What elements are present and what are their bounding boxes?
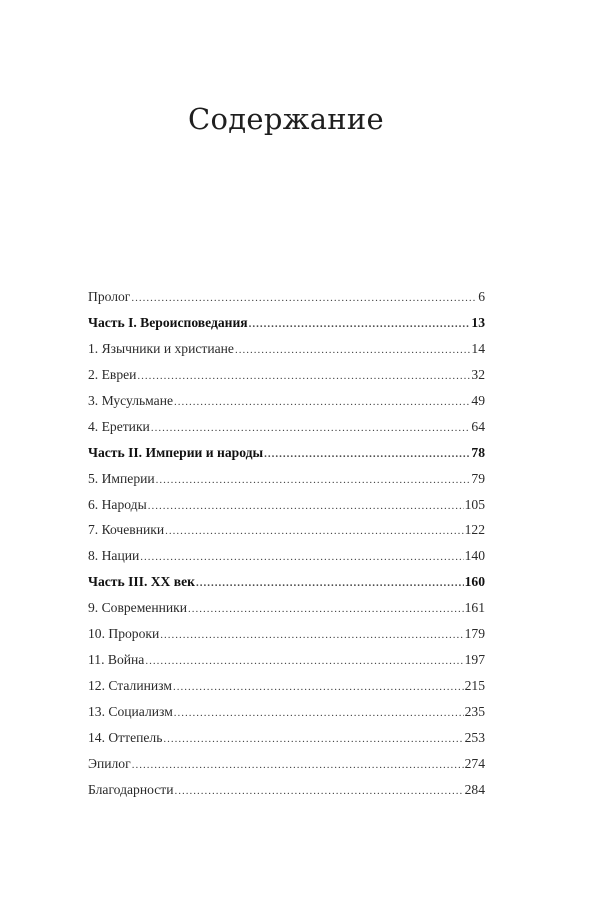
toc-entry-label: 2. Евреи xyxy=(88,366,137,382)
dot-leader xyxy=(175,779,464,805)
dot-leader xyxy=(132,753,464,779)
toc-entry-page: 32 xyxy=(471,366,485,382)
toc-entry-page: 179 xyxy=(464,626,485,642)
toc-entry-label: 9. Современники xyxy=(88,600,188,616)
dot-leader xyxy=(137,364,470,390)
toc-entry-chapter-8[interactable] xyxy=(88,543,485,569)
dot-leader xyxy=(235,338,470,364)
dot-leader xyxy=(148,494,464,520)
toc-entry-page: 274 xyxy=(464,755,485,771)
toc-entry-page: 49 xyxy=(471,392,485,408)
toc-entry-chapter-6[interactable] xyxy=(88,492,485,518)
page-title: Содержание xyxy=(187,102,385,136)
dot-leader xyxy=(249,312,471,338)
toc-entry-label: 11. Война xyxy=(88,652,145,668)
dot-leader xyxy=(196,571,464,597)
dot-leader xyxy=(140,545,463,571)
toc-entry-label: 13. Социализм xyxy=(88,704,173,719)
toc-entry-chapter-12[interactable] xyxy=(88,673,485,699)
toc-entry-chapter-3[interactable] xyxy=(88,388,485,414)
toc-entry-page: 64 xyxy=(471,418,485,434)
toc-entry-chapter-11[interactable] xyxy=(88,647,485,673)
toc-entry-part-1[interactable] xyxy=(88,310,485,336)
toc-entry-label: 5. Империи xyxy=(88,470,155,486)
toc-entry-page: 284 xyxy=(464,781,485,797)
toc-entry-prologue[interactable] xyxy=(88,284,485,310)
toc-entry-page: 160 xyxy=(464,574,485,590)
toc-entry-label: Эпилог xyxy=(88,755,131,771)
table-of-contents xyxy=(88,284,485,803)
dot-leader xyxy=(264,442,470,468)
toc-entry-page: 235 xyxy=(464,704,485,719)
toc-entry-chapter-13[interactable] xyxy=(88,699,485,725)
toc-entry-chapter-14[interactable] xyxy=(88,725,485,751)
toc-entry-label: Часть II. Империи и народы xyxy=(88,444,264,460)
toc-entry-part-3[interactable] xyxy=(88,569,485,595)
toc-entry-label: 1. Язычники и христиане xyxy=(88,340,234,356)
toc-entry-label: 8. Нации xyxy=(88,548,140,564)
dot-leader xyxy=(163,727,463,753)
toc-entry-page: 105 xyxy=(464,496,485,512)
toc-entry-page: 13 xyxy=(471,314,485,330)
dot-leader xyxy=(174,701,464,727)
toc-entry-page: 253 xyxy=(464,729,485,745)
toc-entry-chapter-1[interactable] xyxy=(88,336,485,362)
toc-entry-chapter-7[interactable] xyxy=(88,517,485,543)
toc-entry-part-2[interactable] xyxy=(88,440,485,466)
toc-entry-label: 10. Пророки xyxy=(88,626,160,642)
toc-entry-label: 7. Кочевники xyxy=(88,522,165,538)
toc-entry-epilogue[interactable] xyxy=(88,751,485,777)
toc-entry-chapter-10[interactable] xyxy=(88,621,485,647)
toc-entry-page: 14 xyxy=(471,340,485,356)
toc-entry-label: 14. Оттепель xyxy=(88,729,163,745)
dot-leader xyxy=(145,649,463,675)
dot-leader xyxy=(174,390,470,416)
toc-entry-page: 122 xyxy=(464,522,485,538)
dot-leader xyxy=(188,597,464,623)
toc-entry-label: 3. Мусульмане xyxy=(88,392,174,408)
toc-entry-label: 4. Еретики xyxy=(88,418,150,434)
dot-leader xyxy=(131,286,477,312)
toc-entry-page: 78 xyxy=(471,444,485,460)
dot-leader xyxy=(173,675,464,701)
toc-entry-label: Часть I. Вероисповедания xyxy=(88,314,248,330)
toc-entry-acknowledgements[interactable] xyxy=(88,777,485,803)
toc-entry-page: 197 xyxy=(464,652,485,668)
toc-entry-chapter-4[interactable] xyxy=(88,414,485,440)
toc-entry-page: 6 xyxy=(478,289,485,304)
toc-entry-page: 161 xyxy=(464,600,485,616)
dot-leader xyxy=(156,468,471,494)
toc-entry-page: 140 xyxy=(464,548,485,564)
toc-entry-chapter-9[interactable] xyxy=(88,595,485,621)
toc-entry-page: 79 xyxy=(471,470,485,486)
toc-entry-chapter-2[interactable] xyxy=(88,362,485,388)
toc-entry-label: Благодарности xyxy=(88,781,174,797)
dot-leader xyxy=(151,416,471,442)
dot-leader xyxy=(160,623,463,649)
toc-entry-page: 215 xyxy=(464,678,485,694)
toc-entry-label: Пролог xyxy=(88,289,131,304)
dot-leader xyxy=(165,519,463,545)
toc-entry-label: Часть III. XX век xyxy=(88,574,195,590)
toc-entry-chapter-5[interactable] xyxy=(88,466,485,492)
toc-entry-label: 6. Народы xyxy=(88,496,147,512)
toc-entry-label: 12. Сталинизм xyxy=(88,678,172,694)
